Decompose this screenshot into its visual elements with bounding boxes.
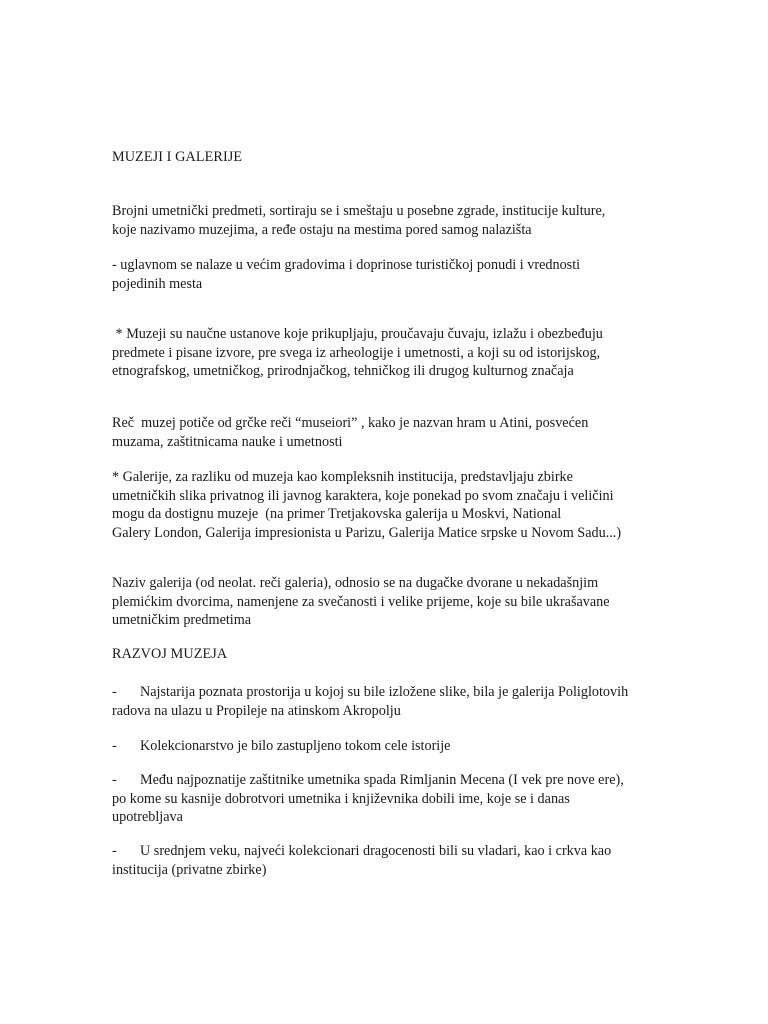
paragraph-museum-definition — [112, 325, 672, 381]
bullet-line: Najstarija poznata prostorija u kojoj su bile izložene slike, bila je galerija Poliglotovih — [140, 684, 629, 700]
bullet-item — [112, 771, 672, 827]
bullet-line: upotrebljava — [112, 809, 183, 825]
title-text: MUZEJI I GALERIJE — [112, 149, 243, 165]
bullet-line: Među najpoznatije zaštitnike umetnika spada Rimljanin Mecena (I vek pre nove ere), — [140, 772, 624, 788]
paragraph-line: Naziv galerija (od neolat. reči galeria), odnosio se na dugačke dvorane u nekadašnjim — [112, 575, 599, 591]
paragraph-line: Brojni umetnički predmeti, sortiraju se i smeštaju u posebne zgrade, institucije kulture, — [112, 203, 606, 219]
bullet-line: U srednjem veku, najveći kolekcionari dragocenosti bili su vladari, kao i crkva kao — [140, 843, 612, 859]
paragraph-line: etnografskog, umetničkog, prirodnjačkog, tehničkog ili drugog kulturnog značaja — [112, 363, 574, 379]
bullet-line: institucija (privatne zbirke) — [112, 861, 267, 878]
paragraph-tourism — [112, 256, 672, 293]
bullet-dash: - — [112, 843, 117, 859]
bullet-dash: - — [112, 738, 117, 754]
paragraph-line: Galery London, Galerija impresionista u Parizu, Galerija Matice srpske u Novom Sadu...) — [112, 524, 622, 541]
paragraph-line: Reč muzej potiče od grčke reči “museiori” , kako je nazvan hram u Atini, posvećen — [112, 415, 589, 431]
bullet-dash: - — [112, 684, 117, 700]
paragraph-line: plemićkim dvorcima, namenjene za svečanosti i velike prijeme, koje su bile ukrašavane — [112, 593, 610, 610]
paragraph-etymology — [112, 414, 672, 451]
paragraph-line: muzama, zaštitnicama nauke i umetnosti — [112, 433, 343, 450]
section-heading — [112, 645, 672, 664]
bullet-dash: - — [112, 772, 117, 788]
paragraph-line: mogu da dostignu muzeje (na primer Tretjakovska galerija u Moskvi, National — [112, 506, 562, 522]
paragraph-line: * Muzeji su naučne ustanove koje prikupljaju, proučavaju čuvaju, izlažu i obezbeđuju — [112, 326, 603, 342]
paragraph-line: - uglavnom se nalaze u većim gradovima i doprinose turističkoj ponudi i vrednosti — [112, 257, 581, 273]
bullet-line: Kolekcionarstvo je bilo zastupljeno tokom cele istorije — [140, 738, 451, 754]
bullet-item — [112, 737, 672, 756]
bullet-item — [112, 842, 672, 879]
document-title — [112, 148, 672, 167]
paragraph-line: pojedinih mesta — [112, 275, 203, 292]
bullet-item — [112, 683, 672, 720]
paragraph-intro — [112, 202, 672, 239]
paragraph-gallery-name — [112, 574, 672, 630]
section-title: RAZVOJ MUZEJA — [112, 646, 228, 662]
bullet-line: radova na ulazu u Propileje na atinskom Akropolju — [112, 702, 401, 719]
paragraph-line: umetničkih slika privatnog ili javnog karaktera, koje ponekad po svom značaju i veličini — [112, 487, 614, 504]
paragraph-line: * Galerije, za razliku od muzeja kao kompleksnih institucija, predstavljaju zbirke — [112, 469, 573, 485]
paragraph-line: predmete i pisane izvore, pre svega iz arheologije i umetnosti, a koji su od istorijskog, — [112, 344, 601, 361]
bullet-line: po kome su kasnije dobrotvori umetnika i književnika dobili ime, koje se i danas — [112, 790, 570, 807]
paragraph-line: koje nazivamo muzejima, a ređe ostaju na mestima pored samog nalazišta — [112, 221, 532, 238]
paragraph-galleries — [112, 468, 672, 542]
paragraph-line: umetničkim predmetima — [112, 612, 252, 628]
